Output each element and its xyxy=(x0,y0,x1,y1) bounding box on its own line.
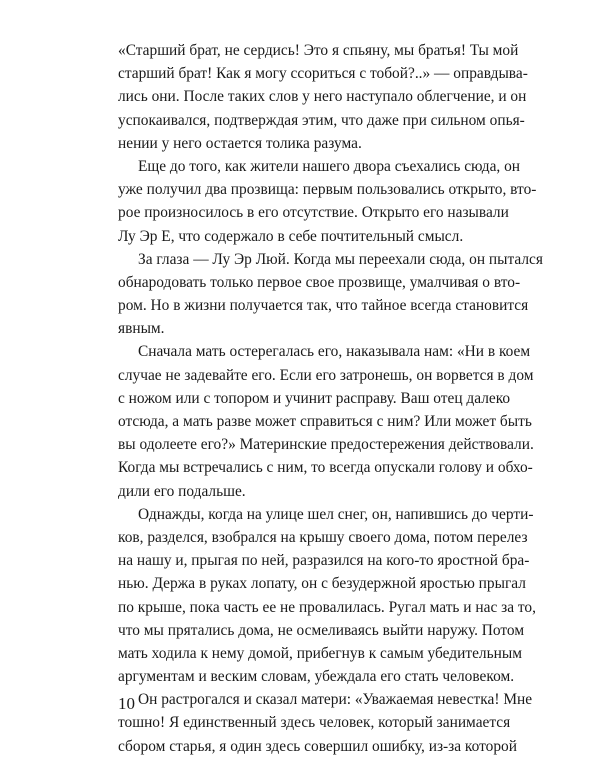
text-line: тошно! Я единственный здесь человек, который занимается xyxy=(118,714,511,732)
page-number: 10 xyxy=(118,694,135,713)
text-line: отсюда, а мать разве может справиться с ним? Или может быть xyxy=(118,413,532,430)
text-line: рое произносилось в его отсутствие. Открыто его называли xyxy=(118,204,509,222)
text-line: обнародовать только первое свое прозвище, умалчивая о вто- xyxy=(118,273,521,291)
text-line: За глаза — Лу Эр Люй. Когда мы переехали сюда, он пытался xyxy=(138,250,543,268)
text-line: уже получил два прозвища: первым пользовались открыто, вто- xyxy=(118,181,537,199)
text-line: что мы прятались дома, не осмеливаясь выйти наружу. Потом xyxy=(118,621,525,639)
text-line: на нашу и, прыгая по ней, разразился на кого-то яростной бра- xyxy=(118,552,530,570)
body-text xyxy=(118,39,543,758)
text-line: нью. Держа в руках лопату, он с безудержной яростью прыгал xyxy=(118,575,526,593)
text-line: дили его подальше. xyxy=(118,482,246,500)
text-line: случае не задевайте его. Если его затронешь, он ворвется в дом xyxy=(118,366,534,384)
text-line: по крыше, пока часть ее не провалилась. Ругал мать и нас за то, xyxy=(118,598,536,616)
text-line: сбором старья, я один здесь совершил ошибку, из-за которой xyxy=(118,737,517,755)
text-line: ков, разделся, взобрался на крышу своего дома, потом перелез xyxy=(118,528,528,546)
text-line: Еще до того, как жители нашего двора съехались сюда, он xyxy=(138,157,521,175)
text-line: Он растрогался и сказал матери: «Уважаемая невестка! Мне xyxy=(138,691,533,709)
text-line: Когда мы встречались с ним, то всегда опускали голову и обхо- xyxy=(118,459,533,477)
text-line: успокаивался, подтверждая этим, что даже при сильном опья- xyxy=(118,111,525,129)
text-line: вы одолеете его?» Материнские предостережения действовали. xyxy=(118,436,534,454)
text-line: Однажды, когда на улице шел снег, он, напившись до черти- xyxy=(138,505,534,523)
text-line: ром. Но в жизни получается так, что тайное всегда становится xyxy=(118,297,529,315)
text-line: лись они. После таких слов у него наступало облегчение, и он xyxy=(118,88,527,106)
text-line: мать ходила к нему домой, прибегнув к самым убедительным xyxy=(118,644,522,662)
text-line: с ножом или с топором и учинит расправу. Ваш отец далеко xyxy=(118,389,511,407)
text-line: нении у него остается толика разума. xyxy=(118,134,362,152)
text-line: явным. xyxy=(118,320,165,338)
text-line: аргументам и веским словам, убеждала его стать человеком. xyxy=(118,668,515,686)
text-line: «Старший брат, не сердись! Это я спьяну, мы братья! Ты мой xyxy=(118,42,519,59)
text-line: Сначала мать остерегалась его, наказывала нам: «Ни в коем xyxy=(138,343,531,361)
text-line: Лу Эр Е, что содержало в себе почтительный смысл. xyxy=(118,227,464,245)
text-line: старший брат! Как я могу ссориться с тобой?..» — оправдыва- xyxy=(118,65,528,83)
